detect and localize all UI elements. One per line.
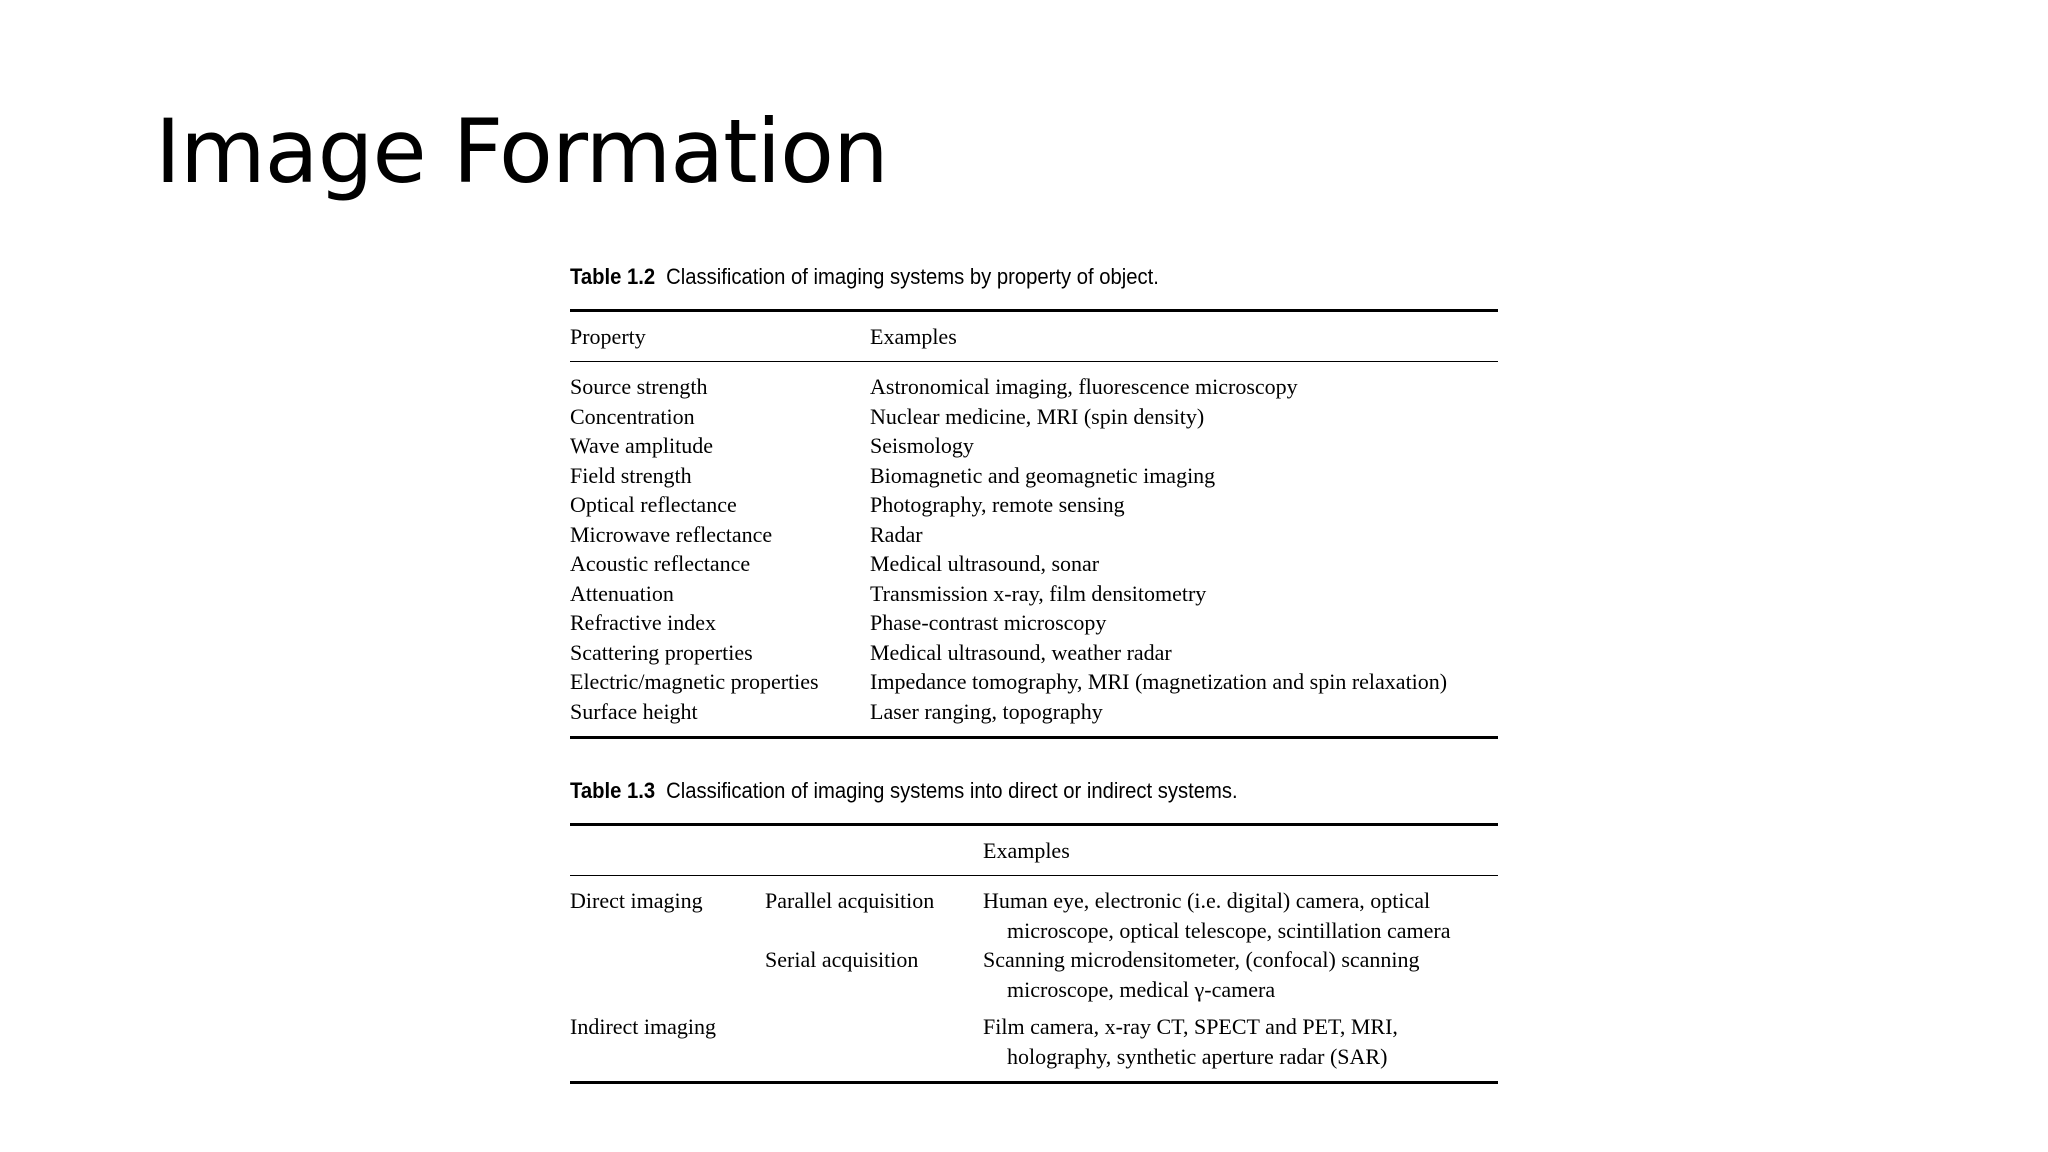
acquisition-cell: Parallel acquisition [765, 888, 935, 913]
examples-cell: Photography, remote sensing [870, 492, 1125, 517]
table-row [570, 608, 1498, 638]
table-row [570, 461, 1498, 491]
table-row [570, 638, 1498, 668]
examples-cell: Radar [870, 521, 923, 547]
table-1-2-caption-number: Table 1.2 [570, 264, 656, 289]
examples-line-2: microscope, medical γ-camera [1007, 976, 1276, 1002]
property-cell: Scattering properties [570, 639, 753, 665]
examples-cell: Phase-contrast microscopy [870, 610, 1107, 635]
table-1-3-caption-number: Table 1.3 [570, 778, 656, 803]
table-row [570, 579, 1498, 609]
table-row [570, 431, 1498, 461]
table-1-2-header-examples: Examples [870, 324, 957, 349]
imaging-type-cell: Indirect imaging [570, 1014, 717, 1039]
examples-line-1: Scanning microdensitometer, (confocal) scanning [983, 947, 1420, 972]
table-1-2 [570, 264, 1498, 739]
property-cell: Optical reflectance [570, 492, 737, 517]
examples-cell: Nuclear medicine, MRI (spin density) [870, 403, 1205, 429]
table-1-3-body [570, 876, 1498, 1081]
table-1-2-body [570, 362, 1498, 736]
table-1-2-header-property: Property [570, 324, 646, 349]
table-row [570, 372, 1498, 402]
examples-cell: Impedance tomography, MRI (magnetization and spin relaxation) [870, 669, 1448, 694]
imaging-type-cell: Direct imaging [570, 888, 703, 913]
examples-cell: Seismology [870, 433, 974, 458]
acquisition-cell [765, 1012, 983, 1071]
table-row [570, 697, 1498, 727]
table-1-3 [570, 778, 1498, 1084]
table-row [570, 490, 1498, 520]
examples-cell [983, 945, 1498, 1004]
table-1-3-caption-text: Classification of imaging systems into direct or indirect systems. [666, 778, 1238, 803]
table-1-2-header-row [570, 312, 1498, 361]
property-cell: Acoustic reflectance [570, 551, 751, 576]
table-1-3-caption [570, 778, 1424, 804]
examples-line-1: Film camera, x-ray CT, SPECT and PET, MRI, [983, 1014, 1398, 1039]
examples-cell: Medical ultrasound, sonar [870, 551, 1100, 576]
examples-line-2: holography, synthetic aperture radar (SAR) [1007, 1043, 1388, 1069]
table-1-3-bottom-rule [570, 1081, 1498, 1084]
examples-cell: Astronomical imaging, fluorescence microscopy [870, 374, 1298, 399]
table-1-2-caption-text: Classification of imaging systems by property of object. [666, 264, 1159, 289]
property-cell: Microwave reflectance [570, 521, 773, 547]
table-row [570, 402, 1498, 432]
examples-cell: Laser ranging, topography [870, 698, 1103, 724]
examples-line-1: Human eye, electronic (i.e. digital) camera, optical [983, 888, 1431, 913]
table-1-2-bottom-rule [570, 736, 1498, 739]
property-cell: Concentration [570, 403, 695, 429]
property-cell: Surface height [570, 698, 698, 724]
property-cell: Refractive index [570, 610, 716, 635]
examples-cell: Transmission x-ray, film densitometry [870, 580, 1207, 606]
property-cell: Field strength [570, 462, 692, 488]
table-row [570, 520, 1498, 550]
property-cell: Wave amplitude [570, 433, 714, 458]
examples-cell [983, 886, 1498, 945]
table-1-2-caption [570, 264, 1424, 290]
table-1-3-header-examples: Examples [983, 838, 1070, 863]
property-cell: Source strength [570, 374, 708, 399]
table-row [570, 549, 1498, 579]
imaging-type-cell [570, 945, 765, 1004]
acquisition-cell: Serial acquisition [765, 947, 919, 972]
property-cell: Electric/magnetic properties [570, 669, 819, 694]
examples-cell: Medical ultrasound, weather radar [870, 639, 1172, 665]
examples-cell: Biomagnetic and geomagnetic imaging [870, 462, 1216, 488]
slide-title: Image Formation [155, 100, 888, 203]
examples-cell [983, 1012, 1498, 1071]
table-row [570, 667, 1498, 697]
table-row [570, 1012, 1498, 1071]
property-cell: Attenuation [570, 580, 674, 606]
table-row [570, 886, 1498, 945]
examples-line-2: microscope, optical telescope, scintillation camera [1007, 917, 1451, 943]
table-row [570, 945, 1498, 1004]
